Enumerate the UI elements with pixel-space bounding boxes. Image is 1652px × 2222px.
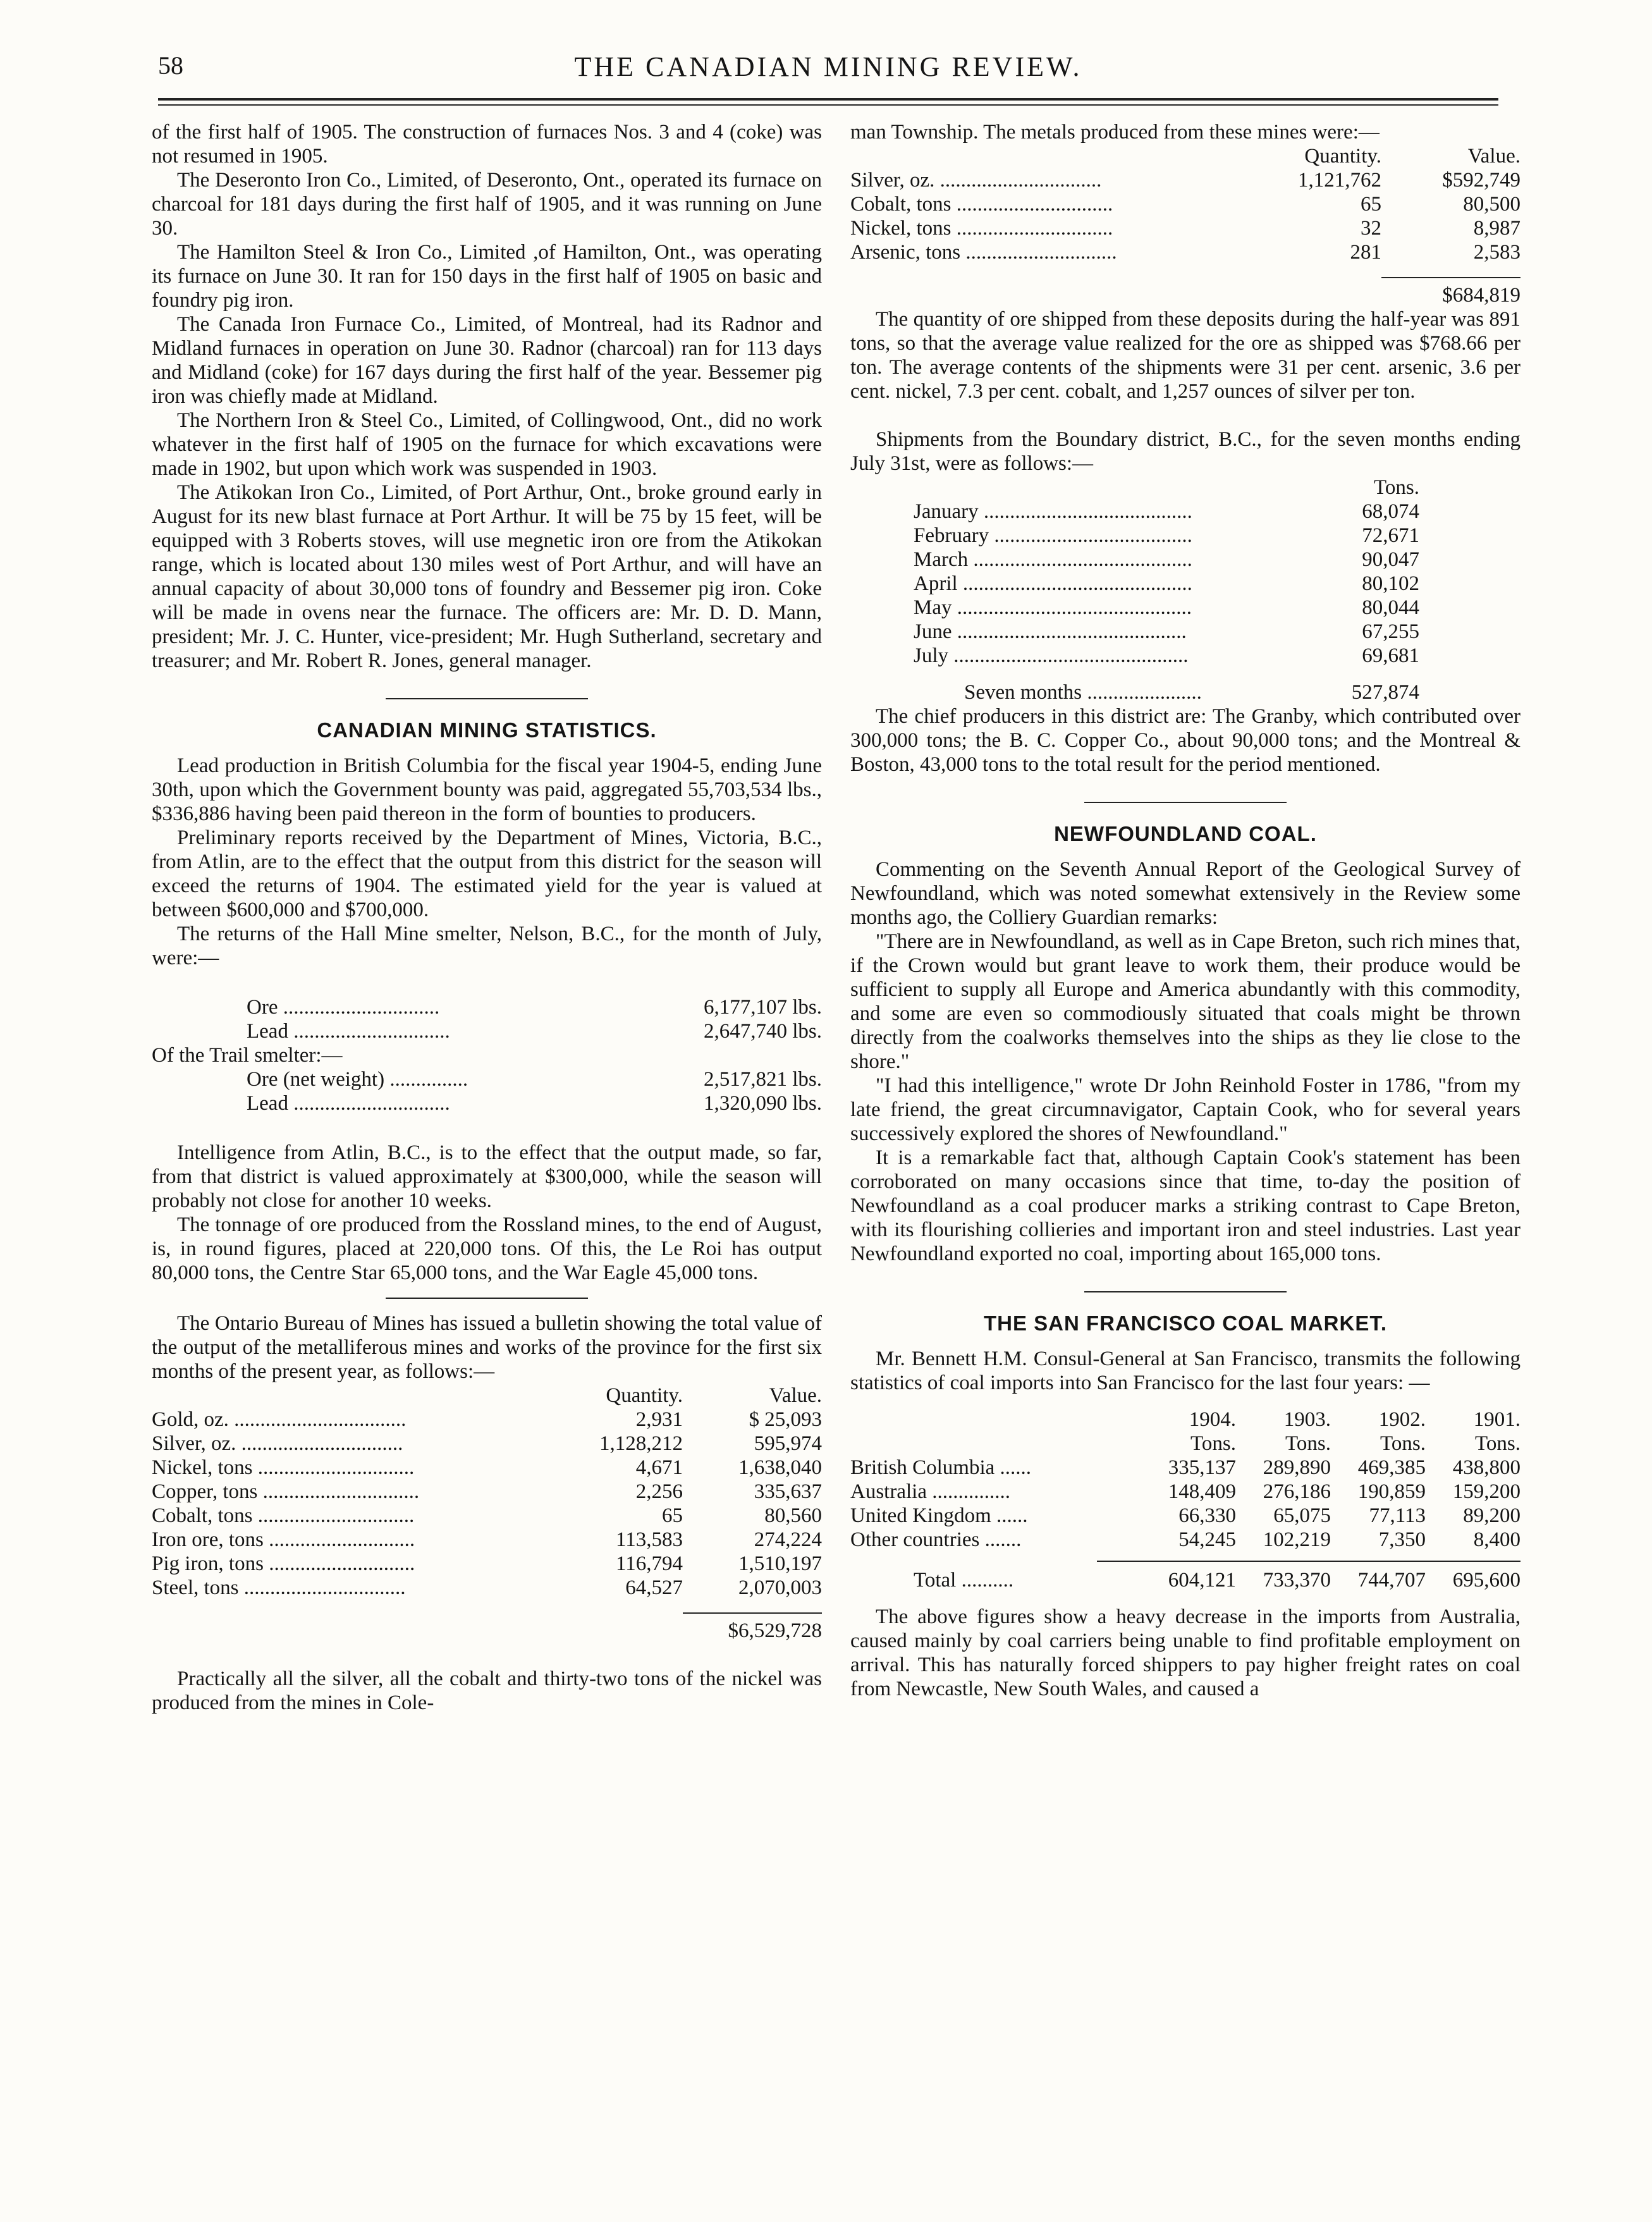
table-row: February ...................................... 72,671 — [914, 524, 1419, 547]
table-row: Arsenic, tons ............................. 281 2,583 — [850, 241, 1520, 264]
table-header: 1904. 1903. 1902. 1901. — [1189, 1408, 1520, 1431]
paragraph: of the first half of 1905. The construction of furnaces Nos. 3 and 4 (coke) was not resumed in 1905. — [152, 121, 822, 168]
section-heading: CANADIAN MINING STATISTICS. — [317, 718, 657, 742]
paragraph: Lead production in British Columbia for the fiscal year 1904-5, ending June 30th, upon which the Government bounty was paid, aggregated 55,703,534 lbs., $336,886 having been paid thereon in the form of bounties to producers. — [152, 754, 822, 825]
table-total: Seven months ...................... 527,874 — [964, 681, 1419, 704]
table-subheading: Of the Trail smelter:— — [152, 1044, 343, 1067]
table-row: Copper, tons .............................. 2,256 335,637 — [152, 1480, 822, 1503]
table-row: Silver, oz. ............................... 1,121,762 $592,749 — [850, 169, 1520, 192]
header-rule-thin — [158, 104, 1498, 106]
table-row: Gold, oz. ................................. 2,931 $ 25,093 — [152, 1408, 822, 1431]
paragraph: Intelligence from Atlin, B.C., is to the effect that the output made, so far, from that district is valued approximately at $300,000, while the season will probably not close for another 10 weeks. — [152, 1141, 822, 1212]
table-total: $684,819 — [850, 277, 1520, 307]
table-row: Ore (net weight) ............... 2,517,821 lbs. — [247, 1068, 822, 1091]
section-heading: THE SAN FRANCISCO COAL MARKET. — [983, 1311, 1388, 1335]
left-column — [152, 120, 822, 1715]
running-title: THE CANADIAN MINING REVIEW. — [574, 51, 1082, 82]
table-total: Total .......... 604,121 733,370 744,707 695,600 — [914, 1569, 1520, 1592]
table-row: Silver, oz. ............................... 1,128,212 595,974 — [152, 1432, 822, 1455]
table-row: Nickel, tons .............................. 4,671 1,638,040 — [152, 1456, 822, 1479]
table-total: $6,529,728 — [152, 1612, 822, 1643]
table-row: Cobalt, tons .............................. 65 80,500 — [850, 193, 1520, 216]
table-row: May ............................................. 80,044 — [914, 596, 1419, 619]
table-row: March .......................................... 90,047 — [914, 548, 1419, 571]
table-row: April ............................................ 80,102 — [914, 572, 1419, 595]
paragraph: The Atikokan Iron Co., Limited, of Port Arthur, Ont., broke ground early in August for its new blast furnace at Port Arthur. It will be 75 by 15 feet, will be equipped with 3 Roberts stoves, will use megnetic iron ore from the Atikokan range, which is located about 130 miles west of Port Arthur, and will have an annual capacity of about 30,000 tons of foundry and Bessemer pig iron. Coke will be made in ovens near the furnace. The officers are: Mr. D. D. Mann, president; Mr. J. C. Hunter, vice-president; Mr. Hugh Sutherland, secretary and treasurer; and Mr. Robert R. Jones, general manager. — [152, 481, 822, 672]
paragraph: Shipments from the Boundary district, B.C., for the seven months ending July 31st, were as follows:— — [850, 428, 1520, 475]
paragraph: Mr. Bennett H.M. Consul-General at San Francisco, transmits the following statistics of coal imports into San Francisco for the last four years: — — [850, 1347, 1520, 1394]
paragraph: The Hamilton Steel & Iron Co., Limited ,of Hamilton, Ont., was operating its furnace on June 30. It ran for 150 days in the first half of 1905 on basic and foundry pig iron. — [152, 241, 822, 312]
table-rule — [1097, 1561, 1520, 1562]
table-row: Pig iron, tons ............................ 116,794 1,510,197 — [152, 1552, 822, 1575]
paragraph: The quantity of ore shipped from these deposits during the half-year was 891 tons, so that the average value realized for the ore as shipped was $768.66 per ton. The average contents of the shipments were 31 per cent. arsenic, 3.6 per cent. nickel, 7.3 per cent. cobalt, and 1,257 ounces of silver per ton. — [850, 308, 1520, 403]
paragraph: "I had this intelligence," wrote Dr John Reinhold Foster in 1786, "from my late friend, the great circumnavigator, Captain Cook, who for several years successively explored the shores of Newfoundland." — [850, 1074, 1520, 1145]
paragraph: The returns of the Hall Mine smelter, Nelson, B.C., for the month of July, were:— — [152, 923, 822, 969]
table-row: July ............................................. 69,681 — [914, 644, 1419, 667]
paragraph: The Northern Iron & Steel Co., Limited, of Collingwood, Ont., did no work whatever in the first half of 1905 on the furnace for which excavations were made in 1902, but upon which work was suspended in 1903. — [152, 409, 822, 480]
table-row: Lead .............................. 1,320,090 lbs. — [247, 1092, 822, 1115]
page-header — [158, 51, 1498, 95]
paragraph: Practically all the silver, all the cobalt and thirty-two tons of the nickel was produced from the mines in Cole- — [152, 1667, 822, 1714]
table-header: Tons. Tons. Tons. Tons. — [1190, 1432, 1520, 1455]
paragraph: The tonnage of ore produced from the Rossland mines, to the end of August, is, in round figures, placed at 220,000 tons. Of this, the Le Roi has output 80,000 tons, the Centre Star 65,000 tons, and the War Eagle 45,000 tons. — [152, 1213, 822, 1284]
section-divider — [1084, 802, 1287, 803]
paragraph: The Deseronto Iron Co., Limited, of Deseronto, Ont., operated its furnace on charcoal for 181 days during the first half of 1905, and it was running on June 30. — [152, 169, 822, 240]
paragraph: The Canada Iron Furnace Co., Limited, of Montreal, had its Radnor and Midland furnaces in operation on June 30. Radnor (charcoal) ran for 113 days and Midland (coke) for 167 days during the first half of the year. Bessemer pig iron was chiefly made at Midland. — [152, 313, 822, 408]
table-header: Quantity. Value. — [1304, 145, 1520, 168]
table-row: Cobalt, tons .............................. 65 80,560 — [152, 1504, 822, 1527]
table-row: Lead .............................. 2,647,740 lbs. — [247, 1020, 822, 1043]
table-row: Australia ............... 148,409 276,186 190,859 159,200 — [850, 1480, 1520, 1503]
table-row: Nickel, tons .............................. 32 8,987 — [850, 217, 1520, 240]
table-row: United Kingdom ...... 66,330 65,075 77,113 89,200 — [850, 1504, 1520, 1527]
section-divider — [1084, 1291, 1287, 1292]
section-heading: NEWFOUNDLAND COAL. — [1054, 822, 1317, 845]
page-number: 58 — [158, 51, 183, 80]
paragraph: The chief producers in this district are: The Granby, which contributed over 300,000 tons; the B. C. Copper Co., about 90,000 tons; and the Montreal & Boston, 43,000 tons to the total result for the period mentioned. — [850, 705, 1520, 776]
paragraph: The Ontario Bureau of Mines has issued a bulletin showing the total value of the output of the metalliferous mines and works of the province for the first six months of the present year, as follows:— — [152, 1312, 822, 1383]
table-row: Steel, tons ............................... 64,527 2,070,003 — [152, 1576, 822, 1599]
table-row: January ........................................ 68,074 — [914, 500, 1419, 523]
paragraph: Preliminary reports received by the Department of Mines, Victoria, B.C., from Atlin, are to the effect that the output from this district for the season will exceed the returns of 1904. The estimated yield for the year is valued at between $600,000 and $700,000. — [152, 826, 822, 921]
paragraph: It is a remarkable fact that, although Captain Cook's statement has been corroborated on many occasions since that time, to-day the position of Newfoundland as a coal producer marks a striking contrast to Cape Breton, with its flourishing collieries and important iron and steel industries. Last year Newfoundland exported no coal, importing about 165,000 tons. — [850, 1146, 1520, 1265]
header-rule — [158, 98, 1498, 101]
paragraph: The above figures show a heavy decrease in the imports from Australia, caused mainly by coal carriers being unable to find profitable employment on arrival. This has naturally forced shippers to pay higher freight rates on coal from Newcastle, New South Wales, and caused a — [850, 1605, 1520, 1700]
table-row: Ore .............................. 6,177,107 lbs. — [247, 996, 822, 1019]
paragraph: "There are in Newfoundland, as well as in Cape Breton, such rich mines that, if the Crown would but grant leave to work them, their produce would be sufficient to supply all Europe and America abundantly with this commodity, and some are even so commodiously situated that coals might be thrown directly from the coalworks themselves into the ships as they lie close to the shore." — [850, 930, 1520, 1073]
table-row: Other countries ....... 54,245 102,219 7,350 8,400 — [850, 1528, 1520, 1551]
table-row: Iron ore, tons ............................ 113,583 274,224 — [152, 1528, 822, 1551]
paragraph: man Township. The metals produced from these mines were:— — [850, 121, 1380, 144]
table-header: Tons. — [1374, 476, 1419, 499]
section-divider — [386, 698, 588, 699]
table-header: Quantity. Value. — [606, 1384, 822, 1407]
table-row: June ............................................ 67,255 — [914, 620, 1419, 643]
section-divider — [386, 1298, 588, 1299]
right-column — [850, 120, 1520, 1701]
table-row: British Columbia ...... 335,137 289,890 469,385 438,800 — [850, 1456, 1520, 1479]
paragraph: Commenting on the Seventh Annual Report of the Geological Survey of Newfoundland, which was noted somewhat extensively in the Review some months ago, the Colliery Guardian remarks: — [850, 858, 1520, 929]
